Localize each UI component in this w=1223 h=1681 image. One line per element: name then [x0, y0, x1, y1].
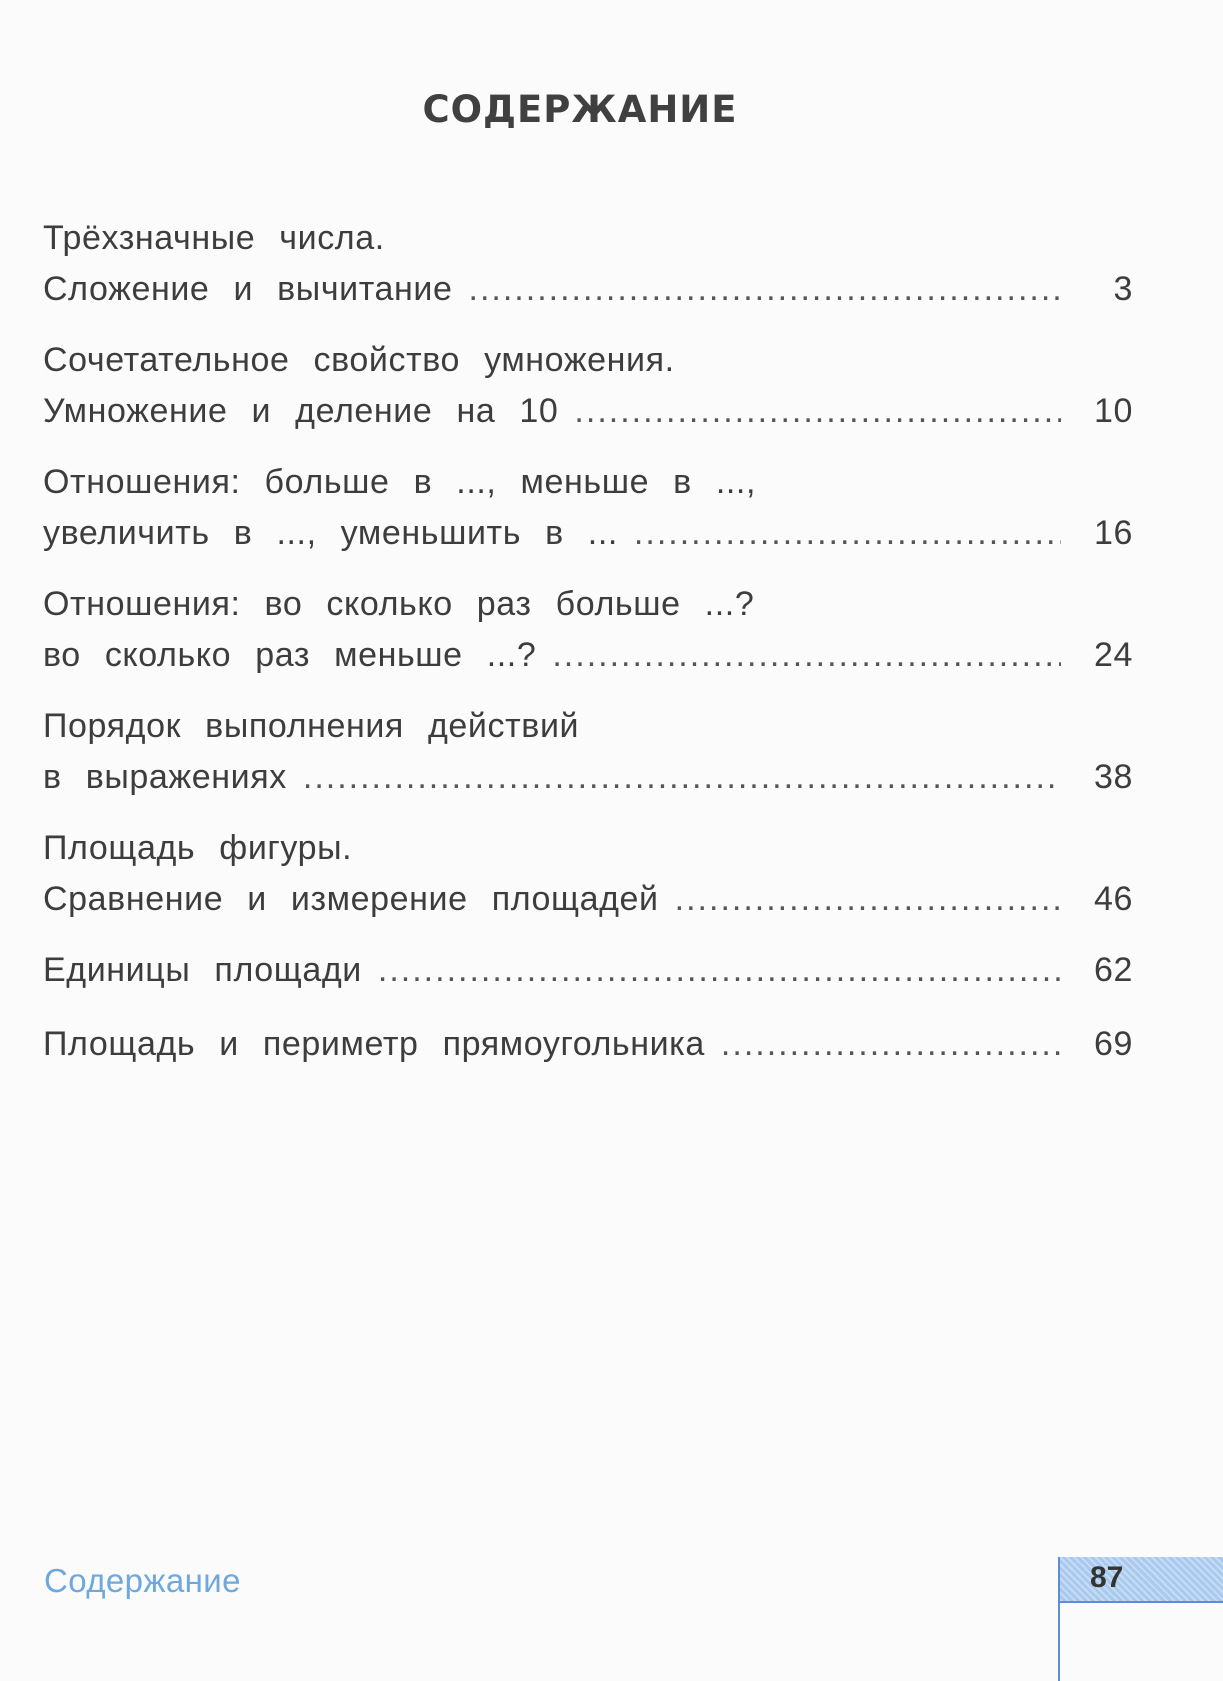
toc-entry-line: Сочетательное свойство умножения.	[43, 341, 675, 379]
toc-entry-line: Отношения: больше в ..., меньше в ...,	[43, 463, 757, 501]
toc-entry-title: Умножение и деление на 10	[43, 392, 559, 430]
toc-entry-last-line	[43, 752, 1133, 803]
toc-entry[interactable]	[43, 457, 1133, 559]
toc-entry[interactable]	[43, 579, 1133, 681]
toc-entry-last-line	[43, 945, 1133, 996]
toc-page-number: 46	[1093, 880, 1133, 918]
toc-entry[interactable]	[43, 823, 1133, 925]
toc-entry-last-line	[43, 874, 1133, 925]
toc-entry[interactable]	[43, 945, 1133, 996]
toc-page-number: 16	[1093, 514, 1133, 552]
footer-section-title: Содержание	[44, 1562, 241, 1599]
toc-entry-line: Порядок выполнения действий	[43, 707, 580, 745]
toc-entry-line: Площадь фигуры.	[43, 829, 353, 867]
toc-entry[interactable]	[43, 335, 1133, 437]
toc-entry-title: во сколько раз меньше ...?	[43, 636, 537, 674]
toc-page-number: 3	[1113, 270, 1133, 308]
dot-leader	[675, 874, 1061, 925]
toc-entry-title: Площадь и периметр прямоугольника	[43, 1025, 705, 1063]
toc-entry-last-line	[43, 630, 1133, 681]
toc-page-number: 24	[1093, 636, 1133, 674]
toc-heading: СОДЕРЖАНИЕ	[422, 88, 738, 131]
toc-entry-line: Отношения: во сколько раз больше ...?	[43, 585, 755, 623]
toc-entry[interactable]	[43, 213, 1133, 315]
dot-leader	[634, 508, 1061, 559]
toc-entry-last-line	[43, 508, 1133, 559]
dot-leader	[574, 386, 1061, 437]
dot-leader	[552, 630, 1061, 681]
toc-entry-title: Сравнение и измерение площадей	[43, 880, 659, 918]
toc-entry-line: Трёхзначные числа.	[43, 219, 385, 257]
toc-entry-last-line	[43, 386, 1133, 437]
page-number: 87	[1090, 1561, 1124, 1594]
dot-leader	[469, 264, 1061, 315]
toc-entry-title: в выражениях	[43, 758, 287, 796]
page-number-block	[1058, 1557, 1223, 1681]
table-of-contents	[43, 213, 1133, 1093]
dot-leader	[378, 945, 1061, 996]
toc-entry[interactable]	[43, 701, 1133, 803]
toc-entry-last-line	[43, 1019, 1133, 1070]
page-number-tab	[1060, 1557, 1223, 1603]
toc-entry-last-line	[43, 264, 1133, 315]
toc-page-number: 69	[1093, 1025, 1133, 1063]
dot-leader	[721, 1019, 1061, 1070]
toc-page-number: 10	[1093, 392, 1133, 430]
toc-entry-title: Сложение и вычитание	[43, 270, 453, 308]
toc-entry-title: увеличить в ..., уменьшить в ...	[43, 514, 618, 552]
toc-entry[interactable]	[43, 1019, 1133, 1070]
dot-leader	[303, 752, 1061, 803]
toc-page-number: 38	[1093, 758, 1133, 796]
toc-page-number: 62	[1093, 951, 1133, 989]
toc-entry-title: Единицы площади	[43, 951, 362, 989]
